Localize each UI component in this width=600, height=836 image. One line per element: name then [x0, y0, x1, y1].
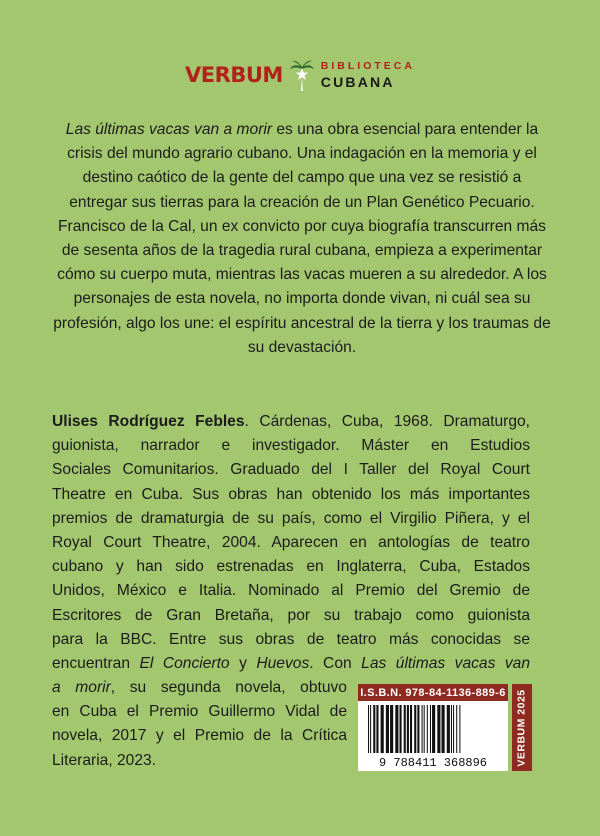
- barcode-bar: [390, 705, 393, 753]
- barcode-bar: [381, 705, 384, 753]
- barcode-bar: [427, 705, 428, 753]
- barcode-bar: [447, 705, 450, 753]
- barcode-bar: [442, 705, 445, 753]
- palm-tree-star-icon: [289, 58, 315, 92]
- barcode: [358, 701, 508, 771]
- author-bio: Ulises Rodríguez Febles. Cárdenas, Cuba, 1968. Dramaturgo, guionista, narrador e investigador. Máster en Estudios Sociales Comunitarios. Graduado del I Taller del Royal Court Theatre en Cuba. Sus obras han obtenido los más importantes premios de dramaturgia de su país, como el Virgilio Piñera, y el Royal Court Theatre, 2004. Aparecen en antologías de teatro cubano y han sido estrenadas en Inglaterra, Cuba, Estados Unidos, México e Italia. Nominado al Premio del Gremio de Escritores de Gran Bretaña, por su trabajo como guionista para la BBC. Entre sus obras de teatro más conocidas se encuentran El Concierto y Huevos. Con Las últimas vacas van a morir, su segunda novela, obtuvo en Cuba el Premio Guillermo Vidal de novela, 2017 y el Premio de la Crítica Literaria, 2023.: [52, 413, 531, 769]
- barcode-bar: [453, 705, 454, 753]
- publisher-logo: [0, 58, 600, 92]
- barcode-bar: [417, 705, 419, 753]
- book-title: Las últimas vacas van a morir: [65, 121, 273, 138]
- barcode-bar: [414, 705, 416, 753]
- work-title: Huevos: [256, 654, 310, 672]
- synopsis-paragraph: [52, 118, 552, 360]
- barcode-bar: [432, 705, 435, 753]
- barcode-bar: [459, 705, 460, 753]
- barcode-bar: [424, 705, 425, 753]
- barcode-bar: [430, 705, 431, 753]
- barcode-bar: [386, 705, 389, 753]
- logo-collection-top: BIBLIOTECA: [320, 60, 415, 73]
- barcode-bar: [437, 705, 440, 753]
- publisher-year-tag: VERBUM 2025: [512, 684, 532, 771]
- barcode-bar: [410, 705, 412, 753]
- barcode-bar: [456, 705, 457, 753]
- work-title: a morir: [52, 679, 111, 697]
- barcode-bars: [358, 701, 508, 771]
- barcode-bar: [451, 705, 452, 753]
- barcode-bar: [407, 705, 409, 753]
- synopsis-text: es una obra esencial para entender la crisis del mundo agrario cubano. Una indagación en la memoria y el destino caótico de la gente del campo que una vez se resistió a entregar sus tierras para la creación de un Plan Genético Pecuario. Francisco de la Cal, un ex convicto por cuya biografía transcurren más de sesenta años de la tragedia rural cubana, empieza a experimentar cómo su cuerpo muta, mientras las vacas mueren a su alrededor. A los personajes de esta novela, no importa donde vivan, ni cuál sea su profesión, algo los une: el espíritu ancestral de la tierra y los traumas de su devastación.: [53, 121, 551, 356]
- barcode-bar: [373, 705, 375, 753]
- barcode-bar: [376, 705, 378, 753]
- barcode-bar: [422, 705, 423, 753]
- work-title: El Concierto: [139, 654, 230, 672]
- barcode-bar: [400, 705, 402, 753]
- logo-collection-bottom: CUBANA: [320, 73, 395, 90]
- barcode-bar: [370, 705, 371, 753]
- work-title: Las últimas vacas van: [361, 654, 531, 672]
- barcode-digits: 9 788411 368896: [378, 756, 488, 770]
- author-name: Ulises Rodríguez Febles: [52, 413, 245, 430]
- logo-brand: VERBUM: [185, 63, 283, 87]
- isbn-label: I.S.B.N. 978-84-1136-889-6: [358, 684, 508, 701]
- barcode-bar: [395, 705, 398, 753]
- barcode-bar: [404, 705, 406, 753]
- barcode-bar: [368, 705, 369, 753]
